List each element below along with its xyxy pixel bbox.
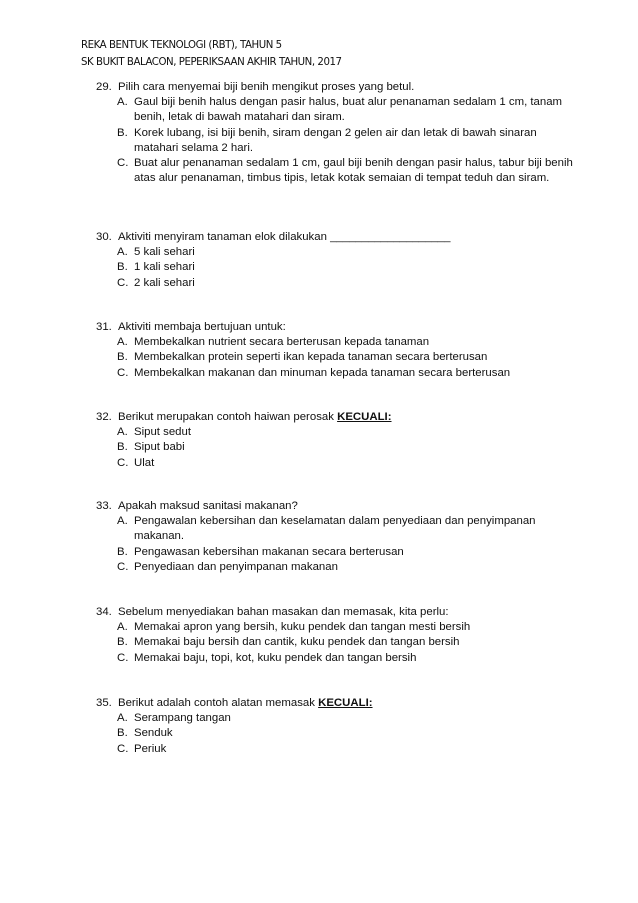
option-letter: A.	[117, 426, 128, 439]
header-line-2: SK BUKIT BALACON, PEPERIKSAAN AKHIR TAHUN, 2017	[81, 57, 342, 68]
option-letter: C.	[117, 157, 129, 170]
question-number: 30.	[96, 231, 112, 243]
option-text: Membekalkan protein seperti ikan kepada tanaman secara berterusan	[134, 351, 488, 364]
option-text: 2 kali sehari	[134, 276, 195, 289]
option-b	[117, 545, 576, 560]
option-letter: B.	[117, 441, 128, 454]
option-b	[117, 350, 576, 365]
option-text: Pengawasan kebersihan makanan secara berterusan	[134, 545, 404, 558]
option-text: 1 kali sehari	[134, 261, 195, 274]
option-a	[117, 711, 576, 726]
option-c	[117, 742, 576, 757]
option-a	[117, 620, 576, 635]
option-c	[117, 276, 576, 291]
option-text: Siput babi	[134, 441, 185, 454]
option-letter: A.	[117, 515, 128, 528]
option-text: Membekalkan makanan dan minuman kepada tanaman secara berterusan	[134, 366, 511, 379]
question-29	[96, 80, 576, 186]
option-text: 5 kali sehari	[134, 246, 195, 259]
option-letter: A.	[117, 712, 128, 725]
option-text: Buat alur penanaman sedalam 1 cm, gaul biji benih dengan pasir halus, tabur biji benih atas alur penanaman, timbus tipis, letak kotak semaian di tempat teduh dan siram.	[134, 157, 573, 185]
option-text: Siput sedut	[134, 426, 191, 439]
question-number: 35.	[96, 697, 112, 709]
question-number: 33.	[96, 500, 112, 512]
option-b	[117, 635, 576, 650]
question-30	[96, 230, 576, 291]
option-b	[117, 126, 576, 156]
question-stem: Aktiviti menyiram tanaman elok dilakukan	[118, 231, 327, 243]
header-line-1: REKA BENTUK TEKNOLOGI (RBT), TAHUN 5	[81, 40, 282, 51]
option-c	[117, 651, 576, 666]
option-letter: C.	[117, 456, 129, 469]
question-number: 32.	[96, 411, 112, 423]
question-stem: Aktiviti membaja bertujuan untuk:	[118, 321, 286, 333]
option-a	[117, 95, 576, 125]
document-header	[81, 37, 342, 71]
option-letter: C.	[117, 366, 129, 379]
option-b	[117, 726, 576, 741]
option-letter: B.	[117, 727, 128, 740]
option-text: Pengawalan kebersihan dan keselamatan dalam penyediaan dan penyimpanan makanan.	[134, 515, 536, 543]
option-a	[117, 425, 576, 440]
option-letter: C.	[117, 560, 129, 573]
option-text: Gaul biji benih halus dengan pasir halus, buat alur penanaman sedalam 1 cm, tanam benih, letak di bawah matahari dan siram.	[134, 96, 563, 124]
option-c	[117, 156, 576, 186]
question-number: 29.	[96, 81, 112, 93]
option-letter: C.	[117, 742, 129, 755]
option-text: Memakai apron yang bersih, kuku pendek dan tangan mesti bersih	[134, 621, 471, 634]
option-text: Memakai baju, topi, kot, kuku pendek dan tangan bersih	[134, 651, 417, 664]
option-letter: C.	[117, 651, 129, 664]
question-stem: Berikut adalah contoh alatan memasak	[118, 697, 315, 709]
option-text: Periuk	[134, 742, 167, 755]
option-text: Korek lubang, isi biji benih, siram dengan 2 gelen air dan letak di bawah sinaran matahari selama 2 hari.	[134, 126, 537, 154]
question-stem: Berikut merupakan contoh haiwan perosak	[118, 411, 334, 423]
option-b	[117, 260, 576, 275]
answer-blank: ___________________	[330, 231, 451, 243]
option-a	[117, 245, 576, 260]
question-35	[96, 696, 576, 757]
option-text: Memakai baju bersih dan cantik, kuku pendek dan tangan bersih	[134, 636, 460, 649]
question-stem: Apakah maksud sanitasi makanan?	[118, 500, 298, 512]
kecuali-emphasis: KECUALI:	[318, 697, 373, 709]
option-text: Penyediaan dan penyimpanan makanan	[134, 560, 338, 573]
option-letter: A.	[117, 621, 128, 634]
option-letter: B.	[117, 126, 128, 139]
question-31	[96, 320, 576, 381]
question-34	[96, 605, 576, 666]
option-letter: B.	[117, 545, 128, 558]
option-letter: C.	[117, 276, 129, 289]
option-letter: A.	[117, 246, 128, 259]
question-number: 31.	[96, 321, 112, 333]
option-letter: B.	[117, 261, 128, 274]
option-a	[117, 335, 576, 350]
question-stem: Pilih cara menyemai biji benih mengikut proses yang betul.	[118, 81, 415, 93]
question-number: 34.	[96, 606, 112, 618]
option-letter: B.	[117, 636, 128, 649]
option-c	[117, 560, 576, 575]
option-text: Ulat	[134, 456, 155, 469]
question-33	[96, 499, 576, 575]
option-text: Membekalkan nutrient secara berterusan kepada tanaman	[134, 336, 430, 349]
question-stem: Sebelum menyediakan bahan masakan dan memasak, kita perlu:	[118, 606, 449, 618]
question-32	[96, 410, 576, 471]
option-letter: B.	[117, 351, 128, 364]
option-c	[117, 366, 576, 381]
option-text: Senduk	[134, 727, 173, 740]
kecuali-emphasis: KECUALI:	[337, 411, 392, 423]
option-b	[117, 440, 576, 455]
option-a	[117, 514, 576, 544]
option-text: Serampang tangan	[134, 712, 231, 725]
option-letter: A.	[117, 336, 128, 349]
option-letter: A.	[117, 96, 128, 109]
option-c	[117, 456, 576, 471]
